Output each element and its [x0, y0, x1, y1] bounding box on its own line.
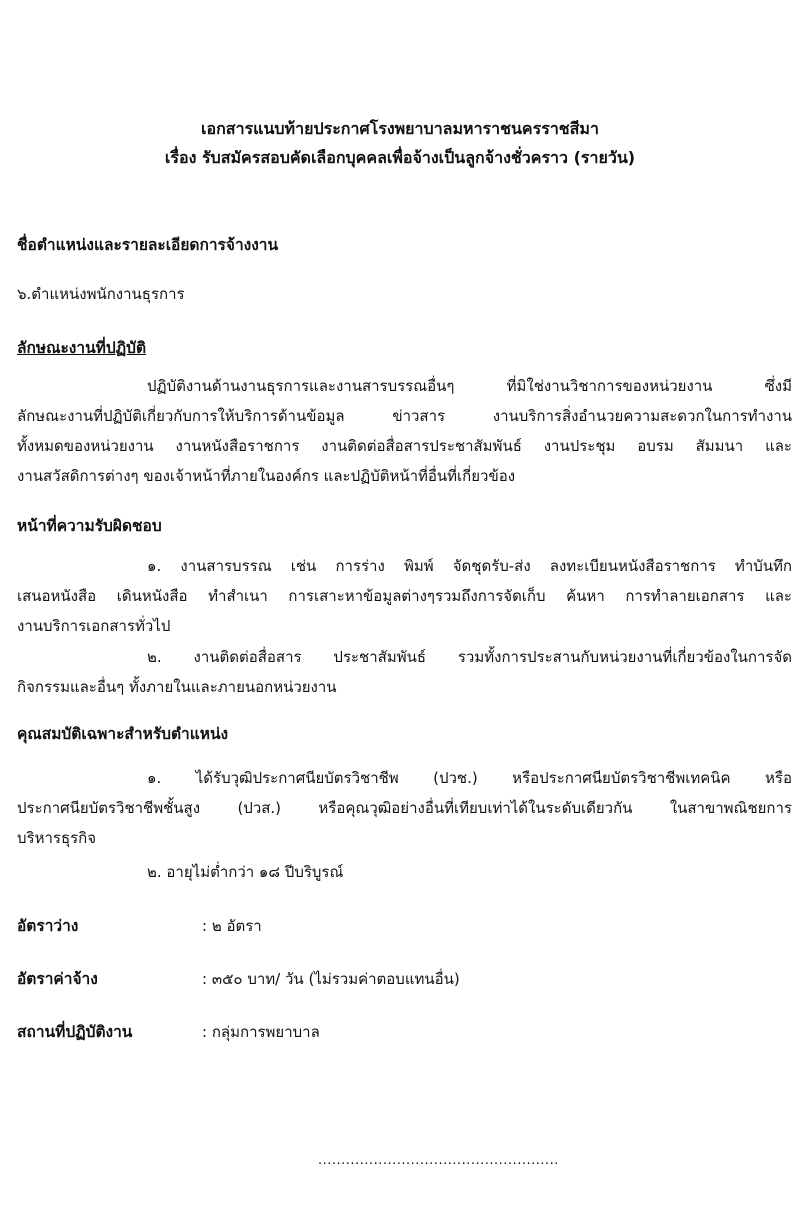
footer-dotted-line: ....................................................	[318, 1153, 559, 1168]
workplace-value: : กลุ่มการพยาบาล	[202, 1023, 320, 1041]
nature-line: ลักษณะงานที่ปฏิบัติเกี่ยวกับการให้บริการด้านข้อมูล ข่าวสาร งานบริการสิ่งอำนวยความสะดวกในการทำงาน	[17, 407, 792, 425]
duty-1-line: งานบริการเอกสารทั่วไป	[17, 617, 171, 635]
duty-item-1	[17, 551, 792, 641]
qualification-1-line: บริหารธุรกิจ	[17, 829, 97, 847]
nature-paragraph	[17, 371, 792, 491]
qualification-item-1	[17, 763, 792, 853]
qualifications-heading: คุณสมบัติเฉพาะสำหรับตำแหน่ง	[17, 725, 229, 743]
duty-1-line: ๑. งานสารบรรณ เช่น การร่าง พิมพ์ จัดชุดรับ-ส่ง ลงทะเบียนหนังสือราชการ ทำบันทึก	[147, 557, 792, 575]
position-title: ๖.ตำแหน่งพนักงานธุรการ	[17, 285, 185, 303]
vacancy-label: อัตราว่าง	[17, 917, 79, 935]
duty-1-line: เสนอหนังสือ เดินหนังสือ ทำสำเนา การเสาะหาข้อมูลต่างๆรวมถึงการจัดเก็บ ค้นหา การทำลายเอกสาร และ	[17, 587, 792, 605]
duty-2-line: ๒. งานติดต่อสื่อสาร ประชาสัมพันธ์ รวมทั้งการประสานกับหน่วยงานที่เกี่ยวข้องในการจัด	[147, 648, 792, 666]
workplace-label: สถานที่ปฏิบัติงาน	[17, 1023, 133, 1041]
section-heading: ชื่อตำแหน่งและรายละเอียดการจ้างงาน	[17, 236, 279, 254]
wage-value: : ๓๕๐ บาท/ วัน (ไม่รวมค่าตอบแทนอื่น)	[202, 970, 460, 988]
duty-item-2	[17, 642, 792, 702]
duties-heading: หน้าที่ความรับผิดชอบ	[17, 517, 162, 535]
nature-line: ปฏิบัติงานด้านงานธุรการและงานสารบรรณอื่นๆ ที่มิใช่งานวิชาการของหน่วยงาน ซึ่งมี	[147, 377, 792, 395]
qualification-1-line: ประกาศนียบัตรวิชาชีพชั้นสูง (ปวส.) หรือคุณวุฒิอย่างอื่นที่เทียบเท่าได้ในระดับเดียวกัน ในสาขาพณิชยการ	[17, 799, 792, 817]
wage-label: อัตราค่าจ้าง	[17, 970, 98, 988]
qualification-1-line: ๑. ได้รับวุฒิประกาศนียบัตรวิชาชีพ (ปวช.) หรือประกาศนียบัตรวิชาชีพเทคนิค หรือ	[147, 769, 792, 787]
vacancy-value: : ๒ อัตรา	[202, 917, 262, 935]
duty-2-line: กิจกรรมและอื่นๆ ทั้งภายในและภายนอกหน่วยงาน	[17, 678, 337, 696]
nature-line: ทั้งหมดของหน่วยงาน งานหนังสือราชการ งานติดต่อสื่อสารประชาสัมพันธ์ งานประชุม อบรม สัมมนา และ	[17, 437, 792, 455]
title-line-2: เรื่อง รับสมัครสอบคัดเลือกบุคคลเพื่อจ้างเป็นลูกจ้างชั่วคราว (รายวัน)	[164, 148, 636, 167]
nature-line: งานสวัสดิการต่างๆ ของเจ้าหน้าที่ภายในองค์กร และปฏิบัติหน้าที่อื่นที่เกี่ยวข้อง	[17, 467, 516, 485]
nature-heading: ลักษณะงานที่ปฏิบัติ	[17, 339, 147, 357]
qualification-item-2: ๒. อายุไม่ต่ำกว่า ๑๘ ปีบริบูรณ์	[147, 863, 344, 881]
title-line-1: เอกสารแนบท้ายประกาศโรงพยาบาลมหาราชนครราชสีมา	[201, 119, 599, 138]
